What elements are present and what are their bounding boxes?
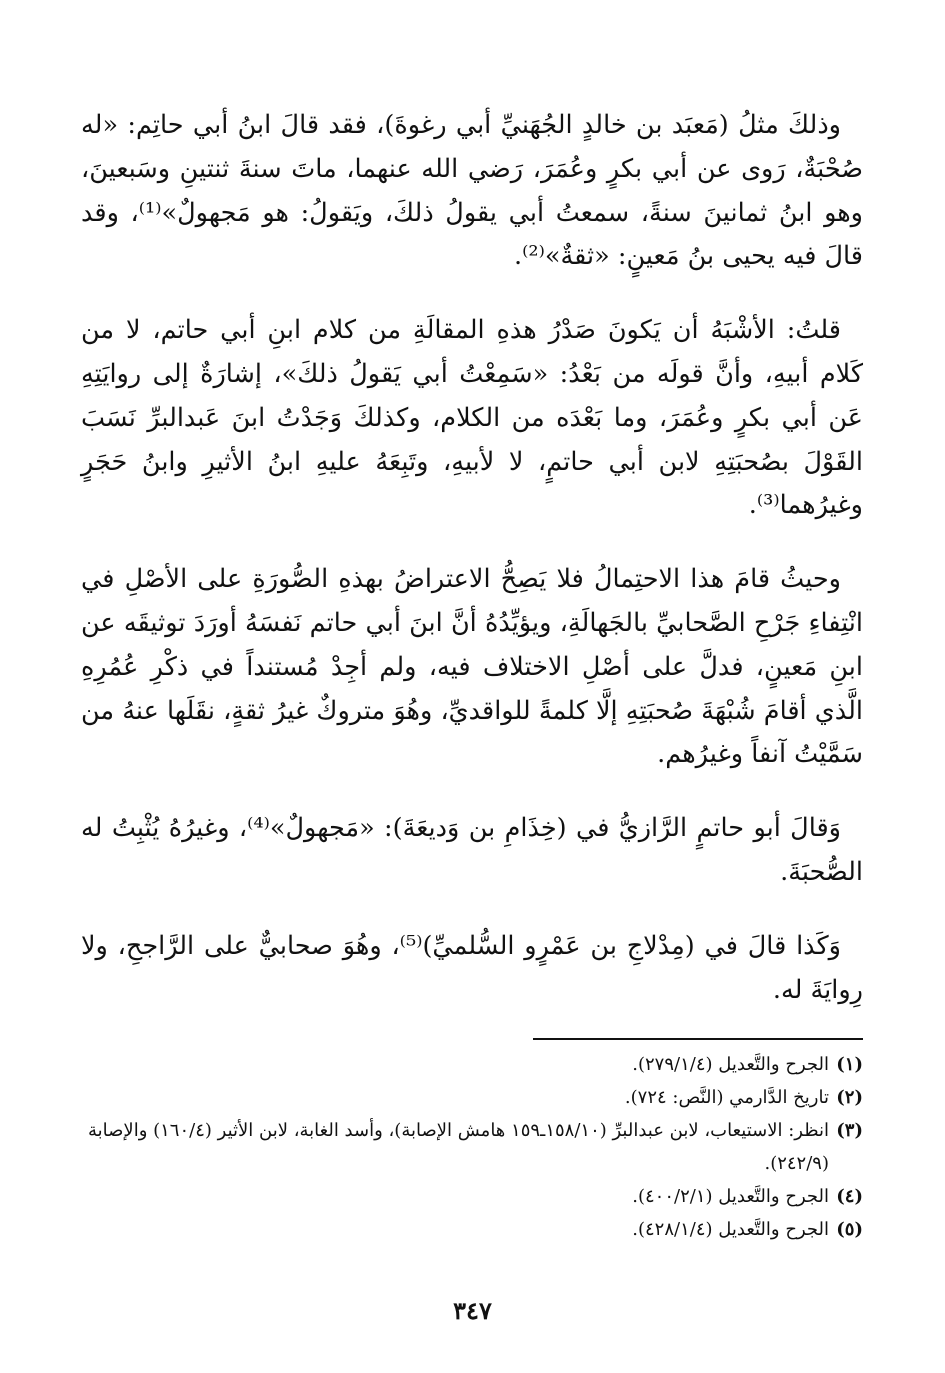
- footnote-2: [81, 1081, 863, 1114]
- footnote-number: (٣): [836, 1120, 863, 1141]
- paragraph-2: قلتُ: الأشْبَهُ أن يَكونَ صَدْرُ هذهِ المقالَةِ من كلام ابنِ أبي حاتم، لا من كَلام أبيهِ، وأنَّ قولَه من بَعْدُ: «سَمِعْتُ أبي يَقولُ ذلكَ»، إشارَةٌ إلى روايَتِهِ عَن أبي بكرٍ وعُمَرَ، وما بَعْدَه من الكلام، وكذلكَ وَجَدْتُ ابنَ عَبدالبرِّ نَسَبَ القَوْلَ بصُحبَتِهِ لابن أبي حاتمٍ، لا لأبيهِ، وتَبِعَهُ عليهِ ابنُ الأثيرِ وابنُ حَجَرٍ وغيرُهما⁽³⁾.: [81, 315, 863, 521]
- footnote-text: انظر: الاستيعاب، لابن عبدالبرِّ (١٥٨/١٠ـ١٥٩ هامش الإصابة)، وأسد الغابة، لابن الأثير (١٦٠/٤) والإصابة (٢٤٢/٩).: [88, 1120, 829, 1174]
- paragraph-4: وَقالَ أبو حاتمٍ الرَّازيُّ في (خِذَامِ بن وَديعَةَ): «مَجهولٌ»⁽⁴⁾، وغيرُهُ يُثْبِتُ له الصُّحبَةَ.: [81, 813, 863, 887]
- footnote-text: الجرح والتَّعديل (٤٢٨/١/٤).: [632, 1219, 829, 1240]
- footnote-5: [81, 1213, 863, 1246]
- main-text: [81, 104, 863, 1042]
- footnote-3: [81, 1114, 863, 1180]
- footnote-number: (٢): [836, 1087, 863, 1108]
- footnote-number: (٥): [836, 1219, 863, 1240]
- paragraph-3: وحيثُ قامَ هذا الاحتِمالُ فلا يَصِحُّ الاعتراضُ بهذهِ الصُّورَةِ على الأصْلِ في انْتِفاءِ جَرْحِ الصَّحابيِّ بالجَهالَةِ، ويؤيِّدُهُ أنَّ ابنَ أبي حاتم نَفسَهُ أورَدَ توثيقَه عن ابنِ مَعينٍ، فدلَّ على أصْلِ الاختلاف فيه، ولم أجِدْ مُستنداً في ذكْرِ عُمُرِهِ الَّذي أقامَ شُبْهَةَ صُحبَتِهِ إلَّا كلمةً للواقديِّ، وهُوَ متروكٌ غيرُ ثقةٍ، نقَلَها عنهُ من سَمَّيْتُ آنفاً وغيرُهم.: [81, 564, 863, 770]
- footnote-text: الجرح والتَّعديل (٢٧٩/١/٤).: [632, 1054, 829, 1075]
- page-number: ٣٤٧: [453, 1296, 492, 1325]
- footnote-number: (٤): [836, 1186, 863, 1207]
- footnote-separator: [533, 1038, 863, 1040]
- footnote-text: الجرح والتَّعديل (٤٠٠/٢/١).: [632, 1186, 829, 1207]
- footnote-number: (١): [836, 1054, 863, 1075]
- footnotes: [81, 1048, 863, 1246]
- paragraph-1: وذلكَ مثلُ (مَعبَد بن خالدٍ الجُهَنيِّ أبي رغوةَ)، فقد قالَ ابنُ أبي حاتِم: «له صُحْبَةٌ، رَوى عن أبي بكرٍ وعُمَرَ، رَضي الله عنهما، ماتَ سنةَ ثنتينِ وسَبعينَ، وهو ابنُ ثمانينَ سنةً، سمعتُ أبي يقولُ ذلكَ، ويَقولُ: هو مَجهولٌ»⁽¹⁾، وقد قالَ فيه يحيى بنُ مَعينٍ: «ثقةٌ»⁽²⁾.: [81, 110, 863, 272]
- footnote-text: تاريخ الدَّارمي (النَّص: ٧٢٤).: [624, 1087, 829, 1108]
- paragraph-5: وَكَذا قالَ في (مِدْلاجِ بن عَمْرٍو السُّلميِّ)⁽⁵⁾، وهُوَ صحابيٌّ على الرَّاجحِ، ولا رِوايَةَ له.: [81, 930, 863, 1005]
- footnote-1: [81, 1048, 863, 1081]
- footnote-4: [81, 1180, 863, 1213]
